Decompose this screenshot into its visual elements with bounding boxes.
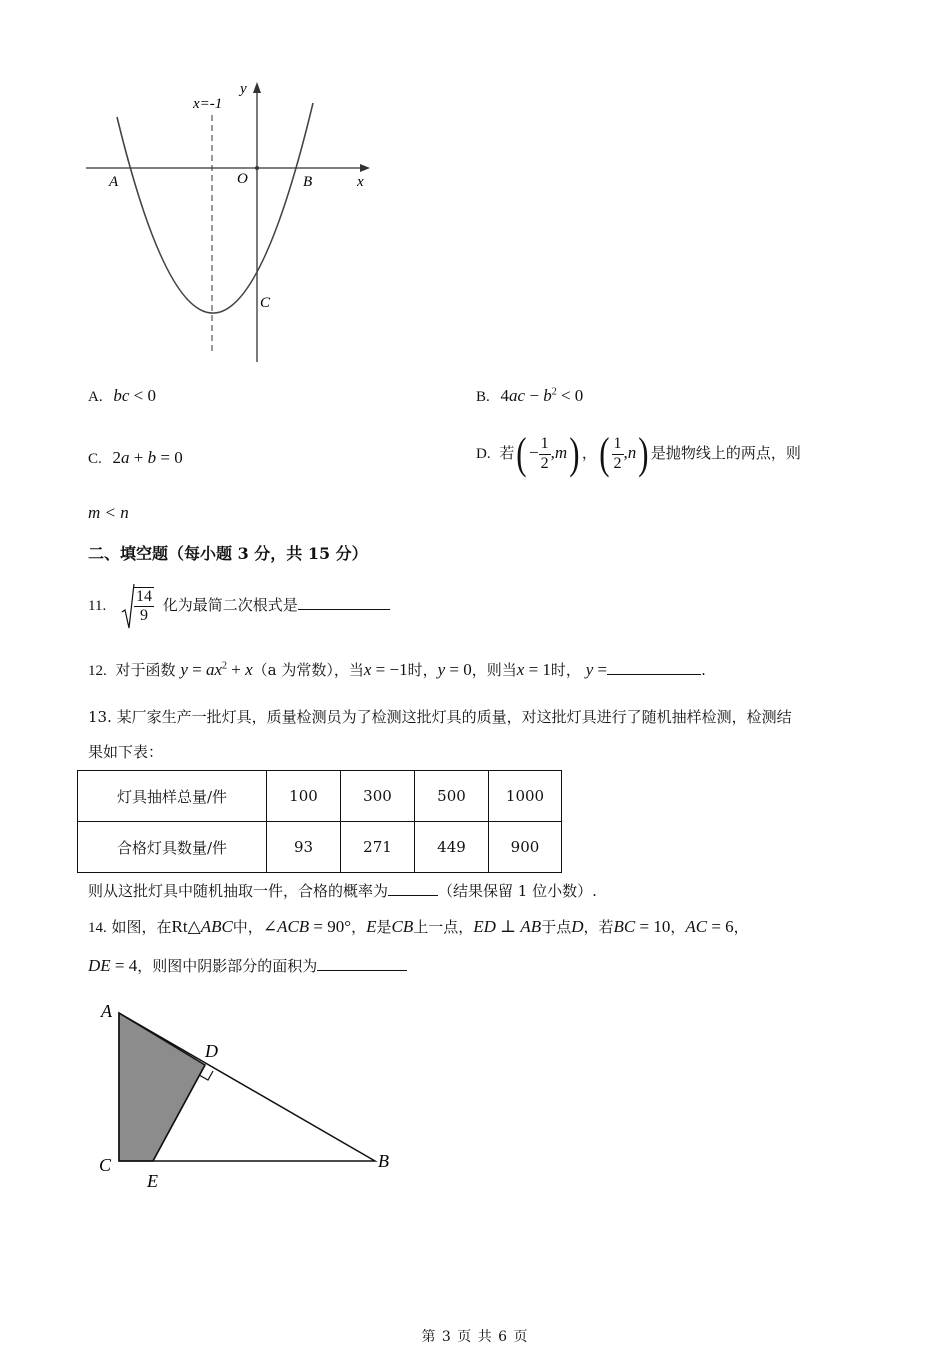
q11-number: 11. — [88, 598, 107, 614]
vertex-b-label: B — [378, 1151, 389, 1171]
table-cell: 93 — [267, 822, 341, 873]
q13-answer-blank[interactable] — [388, 881, 438, 896]
q14-answer-blank[interactable] — [317, 956, 407, 971]
q14-line-1: 14. 如图，在Rt△ABC中，∠ACB = 90°，E是CB上一点，ED ⊥ AB于点D，若BC = 10，AC = 6， — [88, 917, 749, 936]
point-e-label: E — [147, 1171, 158, 1191]
q12-ask-y: y = — [585, 660, 608, 679]
q12-text-3: 时， — [407, 661, 438, 679]
q12-cond-x: x = −1 — [363, 660, 408, 679]
x-axis-label: x — [357, 174, 364, 190]
sqrt-sign — [121, 582, 135, 630]
q13-table — [77, 770, 562, 873]
point-a-label: A — [109, 174, 119, 190]
q12-text-2: （a 为常数），当 — [252, 661, 364, 679]
page-footer: 第 3 页 共 6 页 — [421, 1329, 529, 1345]
q14-angle: ∠ACB = 90° — [262, 917, 352, 936]
option-a-letter: A. — [88, 389, 103, 405]
option-d-continuation: m < n — [88, 503, 129, 522]
question-12 — [88, 659, 706, 680]
q14-text-4: 上一点， — [413, 918, 474, 936]
origin-dot — [255, 166, 259, 170]
q13-line-2: 果如下表： — [88, 743, 164, 761]
option-c-letter: C. — [88, 451, 102, 467]
q14-line-2 — [88, 955, 407, 976]
q14-bc: BC = 10 — [613, 917, 671, 936]
table-cell: 1000 — [489, 771, 562, 822]
table-row — [78, 822, 562, 873]
q12-ask-x: x = 1 — [516, 660, 551, 679]
q14-text-7: ，则图中阴影部分的面积为 — [137, 957, 318, 975]
q11-text: 化为最简二次根式是 — [162, 596, 298, 614]
q12-cond-y: y = 0 — [437, 660, 472, 679]
q11-answer-blank[interactable] — [298, 595, 390, 610]
q13-after-table — [88, 880, 597, 901]
table-row — [78, 771, 562, 822]
q14-text-2: 中， — [232, 918, 263, 936]
q12-end: . — [701, 661, 706, 679]
y-axis-label: y — [240, 81, 247, 97]
q12-text-5: 时， — [550, 661, 581, 679]
q14-ac: AC = 6 — [685, 917, 734, 936]
option-d-prefix: 若 — [499, 444, 515, 462]
q14-text-1: 如图，在 — [111, 918, 172, 936]
option-d-letter: D. — [476, 446, 491, 462]
sqrt-fraction: $\frac{14}{9}$ — [135, 587, 152, 624]
y-axis-arrow — [253, 82, 261, 93]
table-cell: 300 — [341, 771, 415, 822]
option-a — [88, 386, 156, 406]
q12-number: 12. — [88, 663, 107, 679]
symmetry-axis-label: x=-1 — [193, 96, 223, 112]
q12-function: $y = ax^2 + x$ — [180, 660, 253, 679]
origin-label: O — [237, 171, 248, 187]
q14-text-3: 是 — [376, 918, 392, 936]
q14-perp: ED ⊥ AB — [473, 917, 542, 936]
table-cell: 500 — [415, 771, 489, 822]
q12-text-4: ，则当 — [471, 661, 517, 679]
shaded-region — [119, 1013, 205, 1161]
q14-text-6: ，若 — [583, 918, 614, 936]
point-c-label: C — [260, 295, 271, 311]
q14-de: DE = 4 — [88, 956, 138, 975]
option-c-formula: 2a + b = 0 — [112, 448, 183, 467]
table-cell: 900 — [489, 822, 562, 873]
q13-line-1: 13. 某厂家生产一批灯具，质量检测员为了检测这批灯具的质量，对这批灯具进行了随机抽样检测，检测结 — [88, 708, 792, 726]
q14-text-5: 于点 — [541, 918, 572, 936]
option-a-formula: bc < 0 — [113, 386, 157, 405]
x-axis-arrow — [360, 164, 370, 172]
option-b-letter: B. — [476, 389, 490, 405]
option-d-suffix: 是抛物线上的两点，则 — [650, 444, 801, 462]
q12-text-1: 对于函数 — [115, 661, 176, 679]
option-c — [88, 448, 183, 468]
q14-triangle: Rt△ABC — [171, 917, 233, 936]
q14-number: 14. — [88, 920, 107, 936]
question-11 — [88, 582, 390, 630]
option-b — [476, 386, 583, 406]
neg-half-fraction: $\frac{1}{2}$ — [540, 435, 549, 472]
triangle-figure — [95, 995, 405, 1195]
option-d: D. 若( − $\frac{1}{2}$ ,m) ，( $\frac{1}{2}$ ,n) 是抛物线上的两点，则 — [476, 429, 801, 478]
point-d-label: D — [205, 1041, 218, 1061]
q12-answer-blank[interactable] — [607, 660, 701, 675]
vertex-c-label: C — [99, 1155, 112, 1175]
point-b-label: B — [303, 174, 313, 190]
row-1-header: 灯具抽样总量/件 — [78, 771, 267, 822]
parabola-curve — [117, 103, 313, 313]
half-fraction: $\frac{1}{2}$ — [613, 435, 622, 472]
vertex-a-label: A — [101, 1001, 112, 1021]
section-title: 二、填空题（每小题 3 分，共 15 分） — [88, 544, 368, 563]
table-cell: 449 — [415, 822, 489, 873]
q14-point-e: E — [366, 917, 377, 936]
q14-point-d: D — [571, 917, 584, 936]
parabola-figure — [80, 75, 380, 370]
q13-after-text-1: 则从这批灯具中随机抽取一件，合格的概率为 — [88, 882, 389, 900]
table-cell: 271 — [341, 822, 415, 873]
row-2-header: 合格灯具数量/件 — [78, 822, 267, 873]
table-cell: 100 — [267, 771, 341, 822]
option-b-formula: $4ac - b^2 < 0$ — [500, 386, 584, 405]
q13-after-text-2: （结果保留 1 位小数）. — [438, 882, 597, 900]
q14-segment-cb: CB — [391, 917, 414, 936]
